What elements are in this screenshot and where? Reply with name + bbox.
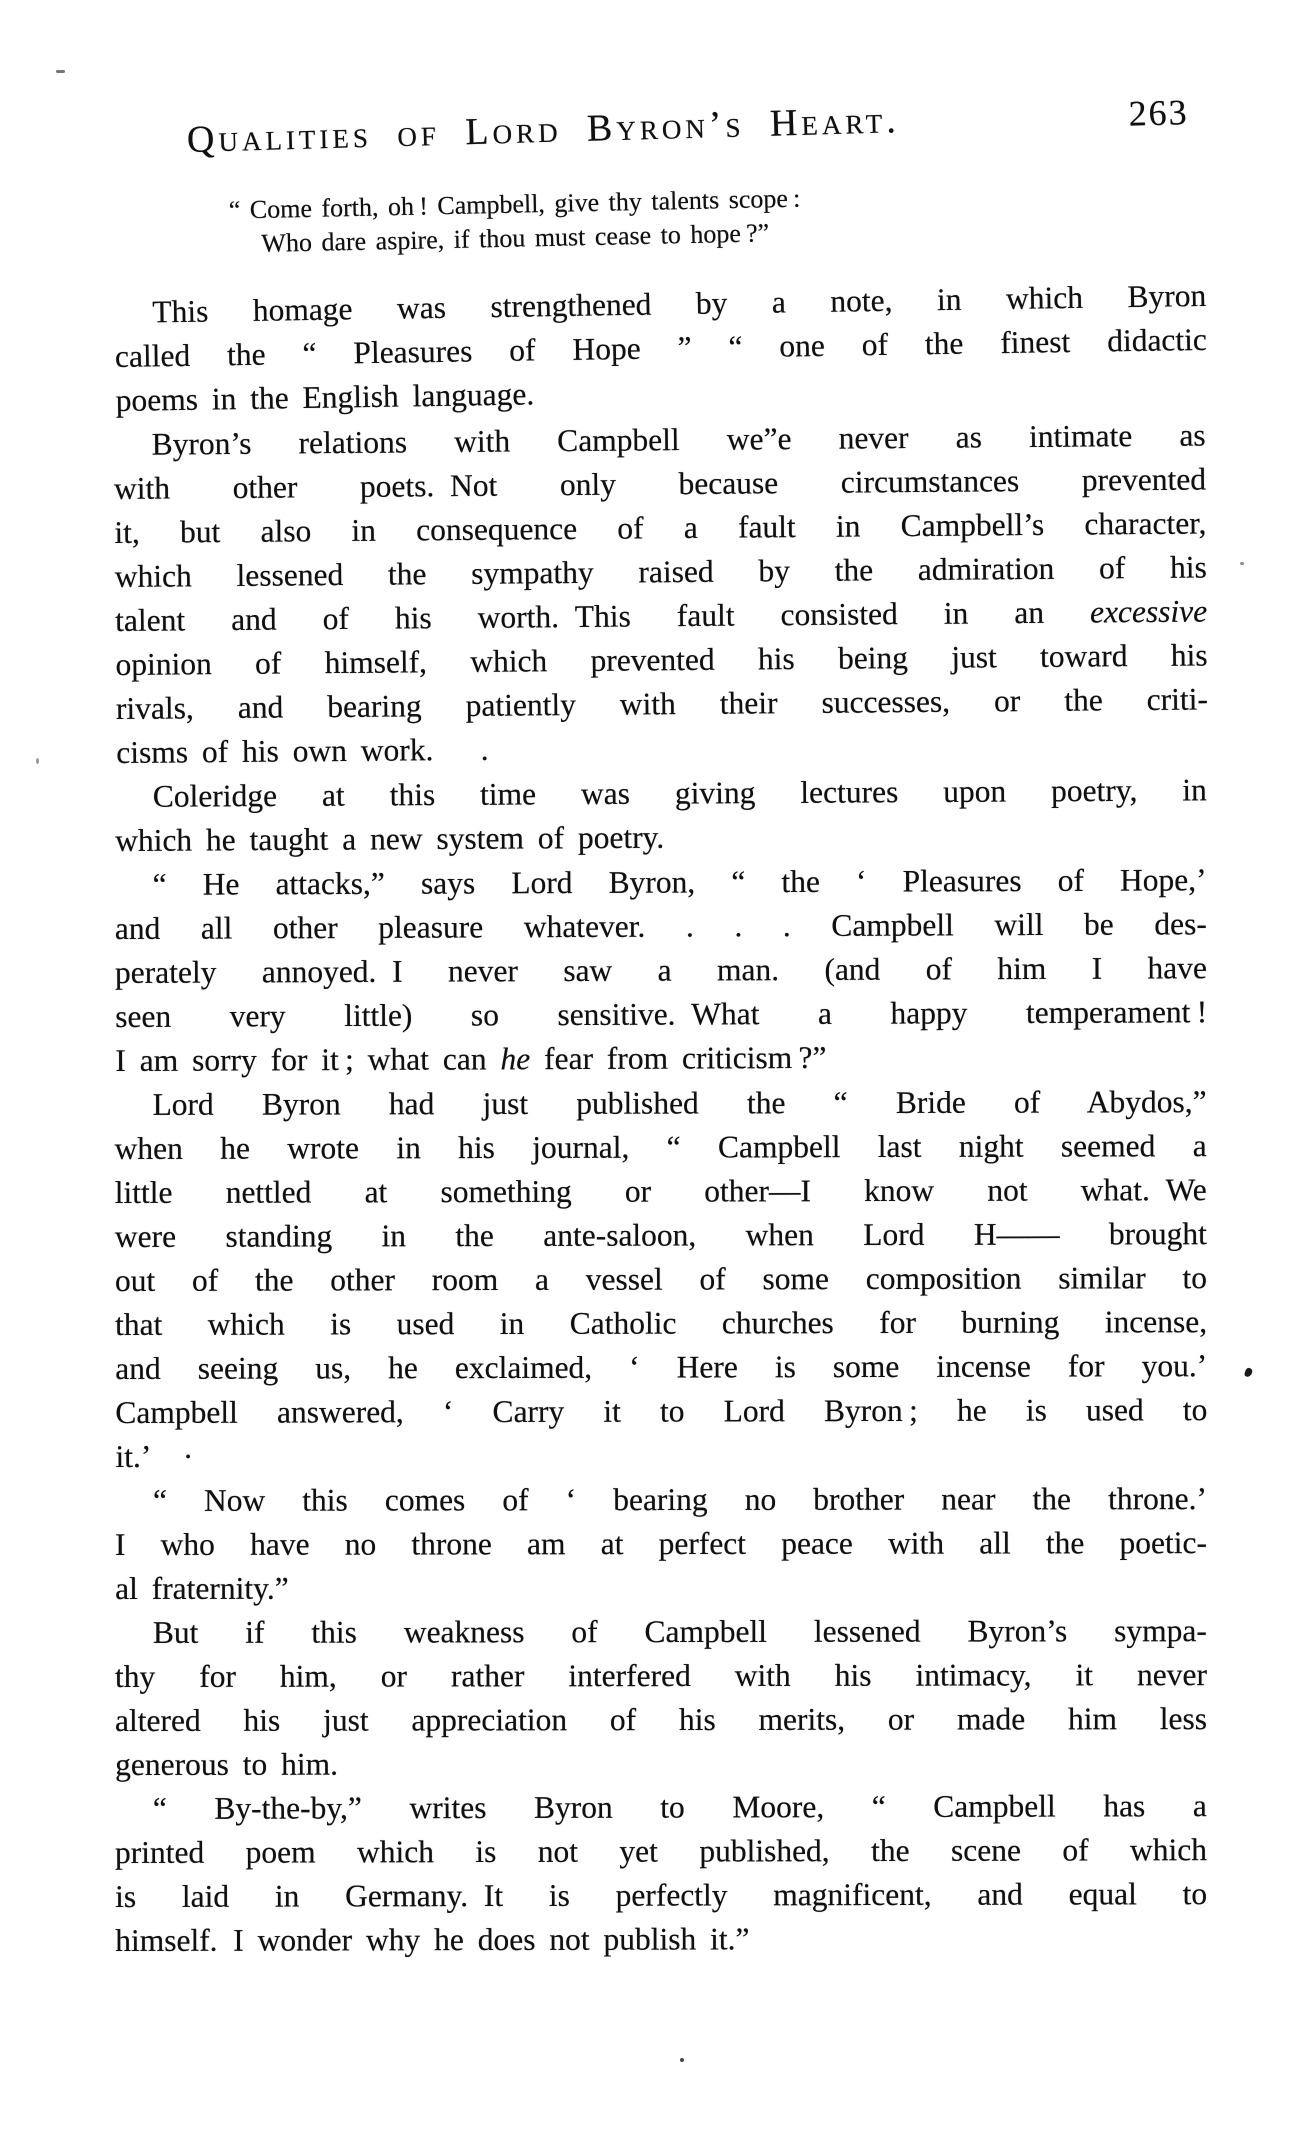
- page-number: 263: [1128, 92, 1190, 134]
- text-line: “ He attacks,” says Lord Byron, “ the ‘ Pleasures of Hope,’: [152, 862, 1207, 902]
- running-head: [114, 90, 1207, 164]
- text-line: which lessened the sympathy raised by the admiration of his: [114, 549, 1207, 595]
- paragraph-5: [114, 1080, 1207, 1479]
- scan-speck: [1244, 1367, 1253, 1378]
- paragraph-1: [114, 274, 1208, 423]
- italic-word: excessive: [1089, 593, 1208, 630]
- text-line: al fraternity.”: [115, 1570, 289, 1606]
- text-line: printed poem which is not yet published, the scene of which: [114, 1832, 1207, 1870]
- page-body: [113, 277, 1209, 1963]
- poem-line: Who dare aspire, if thou must cease to hope ?”: [261, 218, 770, 258]
- text-segment: I am sorry for it ; what can: [115, 1041, 501, 1078]
- text-line: poems in the English language.: [115, 376, 535, 418]
- text-line: when he wrote in his journal, “ Campbell last night seemed a: [114, 1128, 1207, 1167]
- paragraph-3: [115, 768, 1208, 863]
- text-line: is laid in Germany. It is perfectly magnificent, and equal to: [115, 1876, 1208, 1914]
- text-line: it, but also in consequence of a fault in Campbell’s character,: [114, 505, 1207, 551]
- text-line: [115, 1034, 1207, 1083]
- text-line: cisms of his own work. .: [116, 731, 489, 770]
- poem-line: “ Come forth, oh ! Campbell, give thy talents scope :: [228, 183, 801, 225]
- text-line: it.’ ·: [115, 1438, 194, 1474]
- text-line: But if this weakness of Campbell lessened Byron’s sympa-: [152, 1613, 1207, 1650]
- text-line: and seeing us, he exclaimed, ‘ Here is some incense for you.’: [115, 1348, 1208, 1386]
- italic-word: he: [500, 1041, 531, 1077]
- text-line: Lord Byron had just published the “ Bride of Abydos,”: [152, 1084, 1207, 1122]
- text-segment: fear from criticism ?”: [530, 1039, 827, 1077]
- scan-speck: [56, 70, 65, 73]
- paragraph-2: [113, 413, 1208, 775]
- text-line: Campbell answered, ‘ Carry it to Lord Byron ; he is used to: [115, 1392, 1208, 1430]
- text-line: Byron’s relations with Campbell we”e never as intimate as: [151, 417, 1206, 462]
- text-line: with other poets. Not only because circumstances prevented: [113, 461, 1207, 507]
- paragraph-4: [115, 858, 1208, 1083]
- text-line: rivals, and bearing patiently with their successes, or the criti-: [115, 681, 1209, 726]
- paragraph-6: [115, 1477, 1207, 1611]
- text-line: called the “ Pleasures of Hope ” “ one of the finest didactic: [114, 321, 1208, 374]
- text-line: “ By-the-by,” writes Byron to Moore, “ Campbell has a: [152, 1788, 1207, 1826]
- text-line: out of the other room a vessel of some composition similar to: [114, 1260, 1208, 1298]
- paragraph-7: [115, 1609, 1207, 1787]
- text-line: opinion of himself, which prevented his being just toward his: [115, 637, 1208, 682]
- scan-speck: [36, 758, 39, 764]
- text-line: “ Now this comes of ‘ bearing no brother near the throne.’: [152, 1481, 1207, 1518]
- scan-speck: [680, 2058, 684, 2062]
- scan-speck: [1240, 562, 1244, 565]
- text-line: himself. I wonder why he does not publish it.”: [115, 1921, 750, 1958]
- text-line: were standing in the ante-saloon, when Lord H—— brought: [114, 1216, 1207, 1255]
- text-line: altered his just appreciation of his merits, or made him less: [115, 1701, 1208, 1738]
- text-line: thy for him, or rather interfered with his intimacy, it never: [114, 1657, 1207, 1694]
- text-line: perately annoyed. I never saw a man. (and of him I have: [114, 950, 1208, 990]
- text-line: generous to him.: [115, 1746, 338, 1782]
- epigraph-poem: [114, 179, 915, 264]
- text-line: I who have no throne am at perfect peace with all the poetic-: [114, 1525, 1208, 1562]
- text-line: This homage was strengthened by a note, in which Byron: [152, 277, 1207, 330]
- text-line: which he taught a new system of poetry.: [115, 819, 665, 858]
- text-line: and all other pleasure whatever. . . . Campbell will be des-: [114, 906, 1207, 947]
- text-line: Coleridge at this time was giving lectures upon poetry, in: [152, 772, 1207, 814]
- page-title: Qualities of Lord Byron’s Heart.: [186, 99, 901, 161]
- text-line: seen very little) so sensitive. What a happy temperament !: [115, 994, 1208, 1034]
- paragraph-8: [115, 1784, 1207, 1963]
- text-segment: talent and of his worth. This fault consisted in an: [115, 594, 1091, 638]
- text-line: little nettled at something or other—I know not what. We: [114, 1172, 1207, 1211]
- text-line: that which is used in Catholic churches for burning incense,: [115, 1304, 1208, 1342]
